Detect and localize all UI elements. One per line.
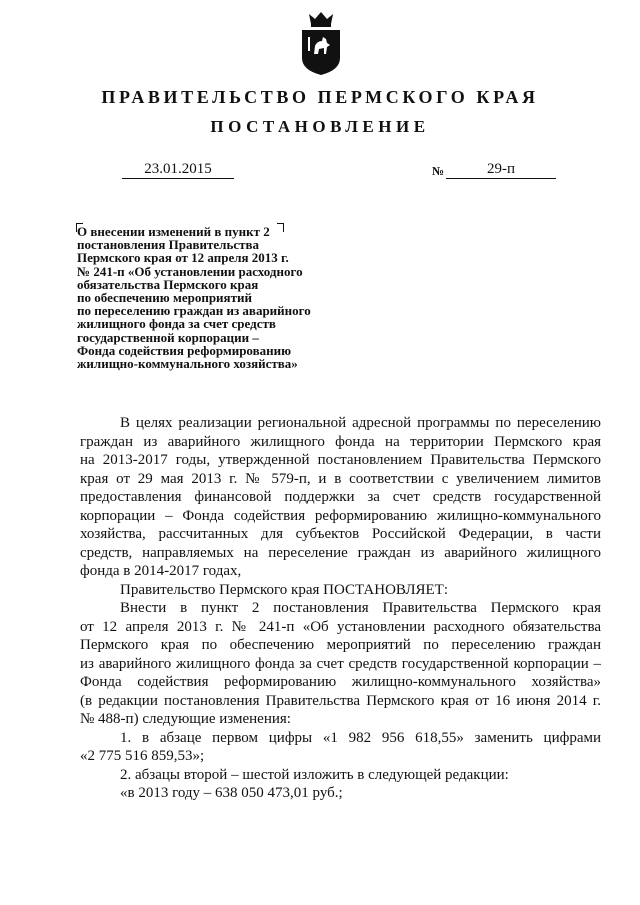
body-line: средств, направляемых на переселение граждан из аварийного жилищного — [80, 544, 601, 561]
body-line: граждан из аварийного жилищного фонда на территории Пермского края — [80, 433, 601, 450]
subject-line: государственной корпорации – — [77, 329, 259, 345]
body-line: Внести в пункт 2 постановления Правительства Пермского края — [120, 600, 601, 616]
body-line: предоставления финансовой поддержки за счет средств государственной — [80, 489, 601, 505]
subject-line: Фонда содействия реформированию — [77, 342, 292, 358]
subject-line: по переселению граждан из аварийного — [77, 303, 311, 319]
body-line: от 12 апреля 2013 г. № 241-п «Об установлении расходного обязательства — [80, 618, 601, 635]
body-line: фонда в 2014-2017 годах, — [80, 563, 242, 579]
body-line: Фонда содействия реформированию жилищно-коммунального хозяйства» — [80, 674, 601, 690]
document-body — [80, 414, 601, 803]
subject-line: постановления Правительства — [77, 237, 259, 253]
body-line: на 2013-2017 годы, утвержденной постановлением Правительства Пермского — [80, 452, 601, 468]
body-line: № 488-п) следующие изменения: — [80, 711, 291, 727]
body-line: 2. абзацы второй – шестой изложить в следующей редакции: — [120, 766, 509, 783]
body-line: 1. в абзаце первом цифры «1 982 956 618,55» заменить цифрами — [120, 729, 601, 746]
subject-line: жилищного фонда за счет средств — [77, 316, 276, 332]
subject-line: по обеспечению мероприятий — [77, 290, 252, 306]
document-number: 29-п — [446, 161, 556, 179]
body-line: из аварийного жилищного фонда за счет средств государственной корпорации – — [80, 655, 601, 672]
document-type: ПОСТАНОВЛЕНИЕ — [210, 117, 430, 136]
government-title: ПРАВИТЕЛЬСТВО ПЕРМСКОГО КРАЯ — [101, 87, 539, 107]
body-line: «в 2013 году – 638 050 473,01 руб.; — [120, 785, 343, 801]
document-date: 23.01.2015 — [122, 161, 234, 179]
subject-line: обязательства Пермского края — [77, 276, 259, 292]
body-line: «2 775 516 859,53»; — [80, 748, 205, 764]
body-line: хозяйства, рассчитанных для субъектов Российской Федерации, в части — [80, 526, 601, 542]
body-line: Пермского края по обеспечению мероприятий по переселению граждан — [80, 637, 601, 653]
body-line: Правительство Пермского края ПОСТАНОВЛЯЕТ: — [120, 581, 449, 598]
body-line: края от 29 мая 2013 г. № 579-п, и в соответствии с увеличением лимитов — [80, 470, 601, 487]
subject-line: № 241-п «Об установлении расходного — [77, 263, 303, 279]
subject-line: О внесении изменений в пункт 2 — [77, 224, 270, 239]
body-line: (в редакции постановления Правительства Пермского края от 16 июня 2014 г. — [80, 692, 601, 709]
number-sign: № — [432, 164, 445, 178]
coat-of-arms-emblem — [299, 10, 343, 76]
subject-line: Пермского края от 12 апреля 2013 г. — [77, 250, 289, 266]
body-line: В целях реализации региональной адресной программы по переселению — [120, 415, 601, 431]
subject-line: жилищно-коммунального хозяйства» — [77, 356, 298, 372]
document-subject — [77, 225, 377, 370]
body-line: корпорации – Фонда содействия реформированию жилищно-коммунального — [80, 507, 601, 524]
